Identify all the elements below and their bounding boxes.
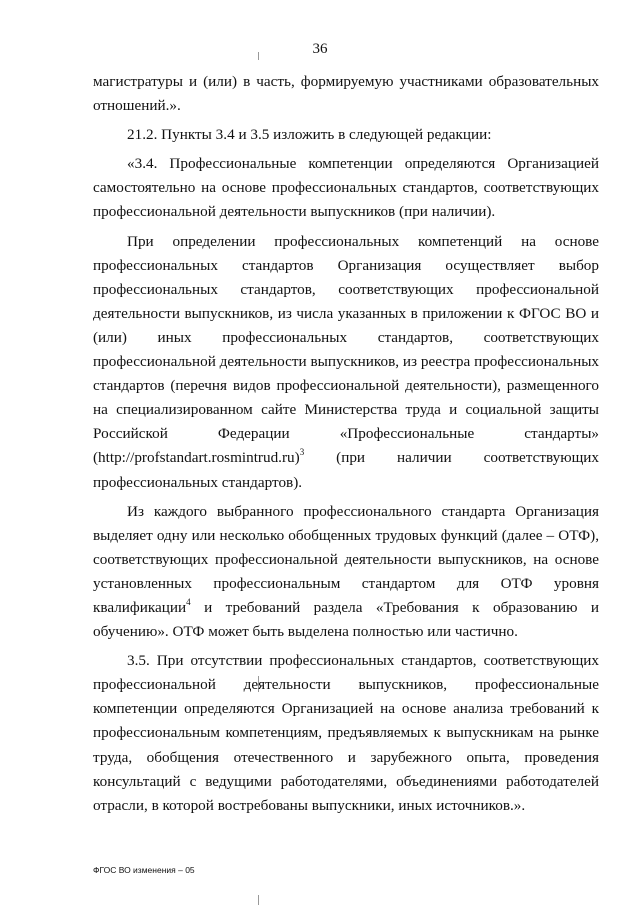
paragraph-continuation: магистратуры и (или) в часть, формируемую участниками образовательных отношений.». [93,73,599,115]
scan-mark-bottom [258,895,259,905]
paragraph-otf [93,500,599,645]
paragraph-professional-standards-selection [93,230,599,495]
paragraph-text: Из каждого выбранного профессионального стандарта Организация выделяет одну или несколько обобщенных трудовых функций (далее – ОТФ), соответствующих профессиональной деятельности выпускников, на основе установленных профессиональным стандартом для ОТФ уровня квалификации [93,502,599,616]
paragraph-21-2: 21.2. Пункты 3.4 и 3.5 изложить в следующей редакции: [127,126,492,144]
paragraph-3-4: «3.4. Профессиональные компетенции определяются Организацией самостоятельно на основе профессиональных стандартов, соответствующих профессиональной деятельности выпускников (при наличии). [93,155,599,221]
paragraph-text: При определении профессиональных компетенций на основе профессиональных стандартов Организация осуществляет выбор профессиональных стандартов, соответствующих профессиональной деятельности выпускников, из числа указанных в приложении к ФГОС ВО и (или) иных профессиональных стандартов, соответствующих профессиональной деятельности выпускников, из реестра профессиональных стандартов (перечня видов профессиональной деятельности), размещенного на специализированном сайте Министерства труда и социальной защиты Российской Федерации «Профессиональные стандарты» (http://profstandart.rosmintrud.ru) [93,232,599,467]
paragraph-text-tail: и требований раздела «Требования к образованию и обучению». ОТФ может быть выделена полностью или частично. [93,598,599,641]
paragraph-3-5: 3.5. При отсутствии профессиональных стандартов, соответствующих профессиональной деятельности выпускников, профессиональные компетенции определяются Организацией на основе анализа требований к профессиональным компетенциям, предъявляемых к выпускникам на рынке труда, обобщения отечественного и зарубежного опыта, проведения консультаций с ведущими работодателями, объединениями работодателей отрасли, в которой востребованы выпускники, иных источников.». [93,652,599,814]
footnote-mark-3: 3 [299,447,305,458]
paragraph-text-tail: (при наличии соответствующих профессиональных стандартов). [93,449,599,491]
page-number: 36 [312,41,328,57]
footer-label: ФГОС ВО изменения – 05 [93,865,195,875]
footnote-mark-4: 4 [186,596,191,607]
document-body [93,70,599,818]
